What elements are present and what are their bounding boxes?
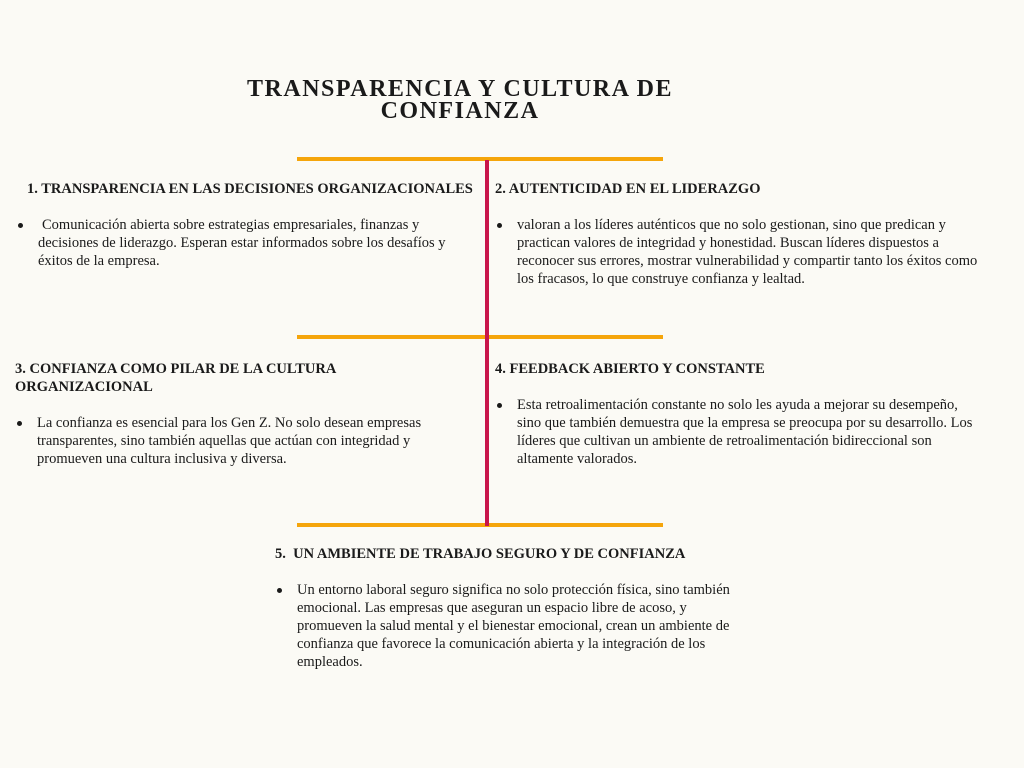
section-2-bullet: valoran a los líderes auténticos que no solo gestionan, sino que predican y practican valores de integridad y honestidad. Buscan líderes dispuestos a reconocer sus errores, mostrar vulnerabilidad y compartir tanto los éxitos como los fracasos, lo que construye confianza y lealtad. xyxy=(495,216,983,288)
divider-middle xyxy=(297,335,663,339)
section-4-list xyxy=(495,396,983,468)
section-3-bullet: La confianza es esencial para los Gen Z. No solo desean empresas transparentes, sino también aquellas que actúan con integridad y promueven una cultura inclusiva y diversa. xyxy=(15,414,475,468)
section-4-bullet: Esta retroalimentación constante no solo les ayuda a mejorar su desempeño, sino que también demuestra que la empresa se preocupa por su desarrollo. Los líderes que cultivan un ambiente de retroalimentación bidireccional son altamente valorados. xyxy=(495,396,983,468)
section-1-list xyxy=(16,216,478,270)
section-5-heading xyxy=(275,545,735,563)
section-3 xyxy=(15,360,475,468)
section-3-heading-text: CONFIANZA COMO PILAR DE LA CULTURA ORGANIZACIONAL xyxy=(15,361,336,395)
divider-top xyxy=(297,157,663,161)
section-1 xyxy=(16,180,478,270)
section-5-list xyxy=(275,581,735,671)
section-3-number: 3. xyxy=(15,361,26,377)
section-1-heading xyxy=(16,180,478,198)
section-4 xyxy=(495,360,983,468)
section-5-heading-text: UN AMBIENTE DE TRABAJO SEGURO Y DE CONFIANZA xyxy=(293,546,686,562)
section-1-bullet: Comunicación abierta sobre estrategias empresariales, finanzas y decisiones de liderazgo. Esperan estar informados sobre los desafíos y éxitos de la empresa. xyxy=(16,216,478,270)
section-3-heading xyxy=(15,360,475,396)
divider-bottom xyxy=(297,523,663,527)
section-1-heading-text: TRANSPARENCIA EN LAS DECISIONES ORGANIZACIONALES xyxy=(41,181,473,197)
page-title xyxy=(200,78,720,122)
section-2-heading xyxy=(495,180,983,198)
section-5-number: 5. xyxy=(275,546,286,562)
section-4-heading-text: FEEDBACK ABIERTO Y CONSTANTE xyxy=(509,361,765,377)
page-title-line-1: TRANSPARENCIA Y CULTURA DE xyxy=(247,76,673,102)
section-3-list xyxy=(15,414,475,468)
section-2-number: 2. xyxy=(495,181,506,197)
section-5-bullet: Un entorno laboral seguro significa no solo protección física, sino también emocional. Las empresas que aseguran un espacio libre de acoso, y promueven la salud mental y el bienestar emocional, crean un ambiente de confianza que favorece la comunicación abierta y la integración de los empleados. xyxy=(275,581,735,671)
section-1-number: 1. xyxy=(27,181,38,197)
section-2-heading-text: AUTENTICIDAD EN EL LIDERAZGO xyxy=(508,181,761,197)
divider-vertical xyxy=(485,160,489,526)
section-4-heading xyxy=(495,360,983,378)
section-2-list xyxy=(495,216,983,288)
section-5 xyxy=(275,545,735,671)
section-4-number: 4. xyxy=(495,361,506,377)
page-title-line-2: CONFIANZA xyxy=(380,98,540,124)
section-2 xyxy=(495,180,983,288)
